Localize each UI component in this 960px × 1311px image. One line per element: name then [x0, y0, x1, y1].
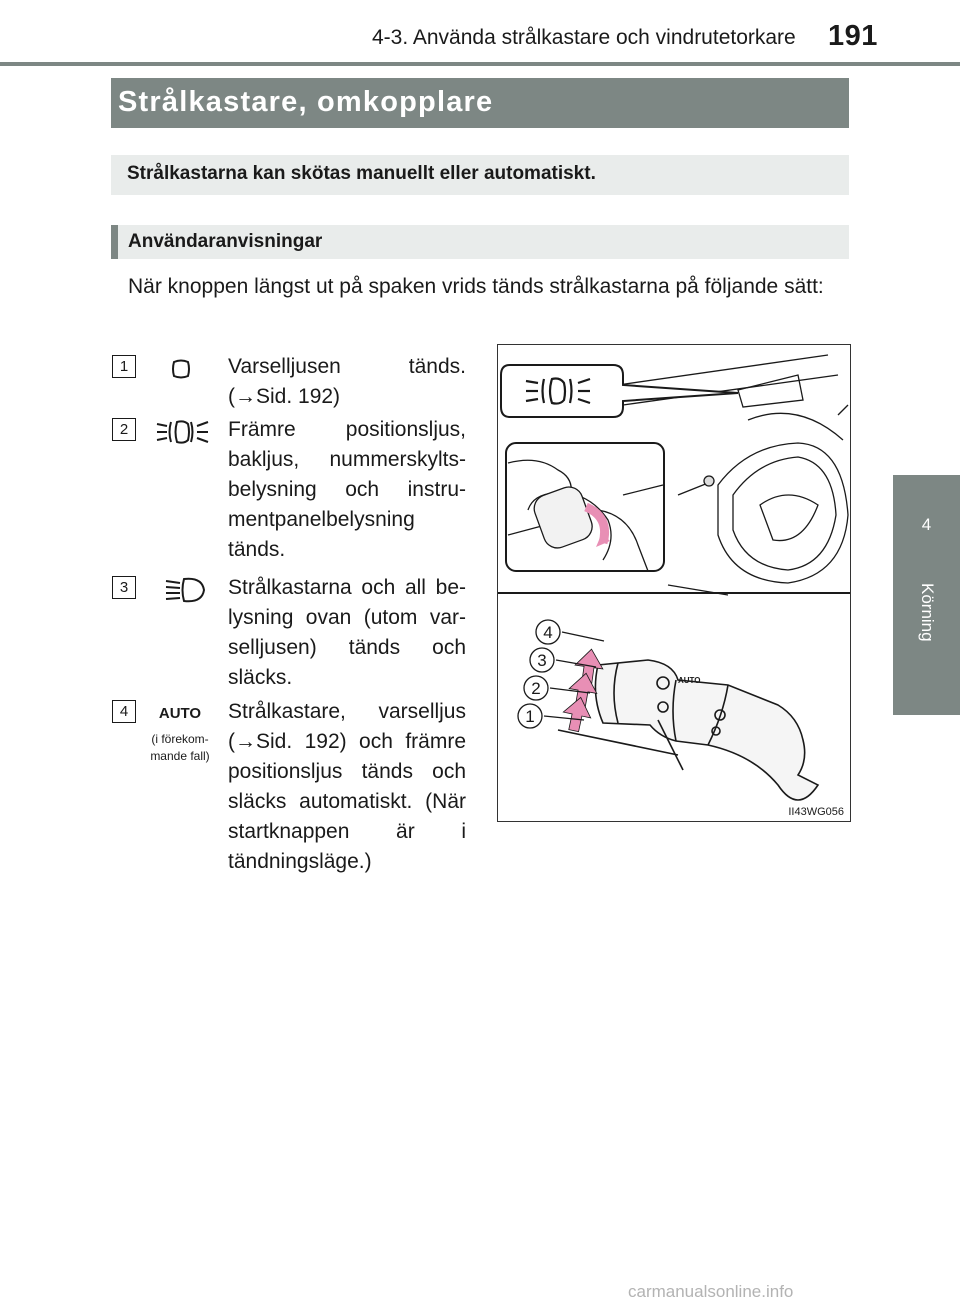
subsection-heading: Användaranvisningar [128, 231, 323, 252]
item-text: Strålkastarna och all be-lysning ovan (utom var-selljusen) tänds och släcks. [228, 576, 466, 689]
headlight-icon [164, 576, 208, 604]
chapter-tab-number: 4 [921, 515, 932, 534]
item-text: Strålkastare, varselljus (→Sid. 192) och främre positionsljus tänds och släcks automatiskt. (När startknappen är i tändningsläge.) [228, 700, 466, 873]
auto-icon-note: (i förekom-mande fall) [150, 732, 210, 763]
parking-light-icon [155, 418, 211, 446]
intro-box [111, 155, 849, 195]
section-title: Strålkastare, omkopplare [118, 86, 494, 118]
subsection-body: När knoppen längst ut på spaken vrids tänds strålkastarna på följande sätt: [128, 275, 824, 298]
figure-callout: 2 [531, 679, 541, 698]
figure-callout: 3 [537, 651, 547, 670]
item-number: 4 [112, 700, 136, 723]
chapter-tab-label-wrap [893, 583, 960, 683]
section-title-bar [111, 78, 849, 128]
watermark: carmanualsonline.info [628, 1282, 794, 1301]
intro-text: Strålkastarna kan skötas manuellt eller automatiskt. [127, 163, 596, 184]
running-header-section: 4-3. Använda strålkastare och vindrutetorkare [372, 26, 796, 49]
item-text: Främre positionsljus, bakljus, nummerskylts-belysning och instru-mentpanelbelysning tänds. [228, 418, 466, 561]
figure-code: II43WG056 [788, 806, 844, 818]
item-text: Varselljusen tänds. (→Sid. 192) [228, 355, 466, 408]
lever-auto-marking: AUTO [678, 676, 701, 685]
figure-callout: 4 [543, 623, 553, 642]
headlight-switch-figure [497, 344, 851, 822]
item-number: 1 [112, 355, 136, 378]
drl-icon [168, 358, 194, 380]
chapter-tab-label: Körning [918, 583, 937, 642]
item-number: 3 [112, 576, 136, 599]
page-number: 191 [828, 20, 878, 52]
subsection-bar [111, 225, 849, 259]
subsection-accent [111, 225, 118, 259]
item-number: 2 [112, 418, 136, 441]
figure-illustration [498, 345, 850, 821]
figure-callout: 1 [525, 707, 535, 726]
header-rule [0, 62, 960, 66]
auto-icon-label: AUTO [158, 705, 202, 722]
